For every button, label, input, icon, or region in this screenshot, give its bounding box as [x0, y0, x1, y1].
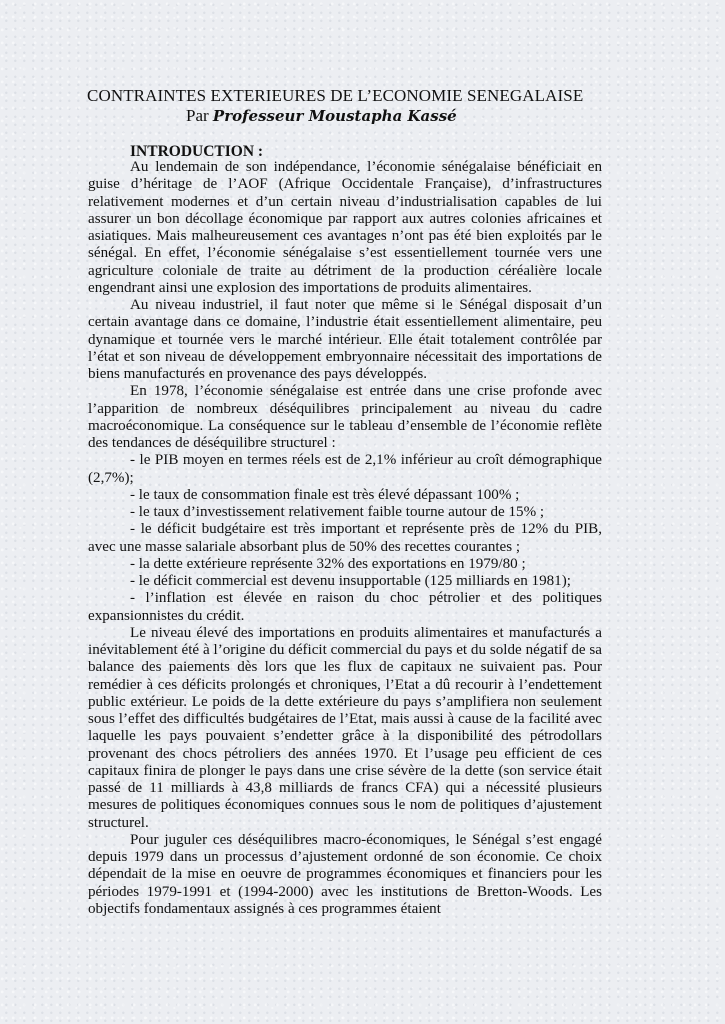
paragraph: Pour juguler ces déséquilibres macro-économiques, le Sénégal s’est engagé depuis 1979 dans un processus d’ajustement ordonné de son économie. Ce choix dépendait de la mise en oeuvre de programmes économiques et financiers pour les périodes 1979-1991 et (1994-2000) avec les institutions de Bretton-Woods. Les objectifs fondamentaux assignés à ces programmes étaient — [88, 831, 602, 917]
author-name: Professeur Moustapha Kassé — [212, 107, 457, 125]
byline-prefix: Par — [186, 106, 213, 125]
section-heading-introduction: INTRODUCTION : — [130, 143, 264, 160]
list-item: - le PIB moyen en termes réels est de 2,1% inférieur au croît démographique (2,7%); — [88, 452, 602, 486]
paragraph: Le niveau élevé des importations en produits alimentaires et manufacturés a inévitablement été à l’origine du déficit commercial du pays et du solde négatif de sa balance des paiements dès lors que les flux de capitaux ne suivaient pas. Pour remédier à ces déficits prolongés et chroniques, l’Etat a dû recourir à l’endettement public extérieur. Le poids de la dette extérieure du pays s’amplifiera non seulement sous l’effet des difficultés budgétaires de l’Etat, mais aussi à cause de la facilité avec laquelle les pays pouvaient s’endetter grâce à la disponibilité des pétrodollars provenant des chocs pétroliers des années 1970. Et l’usage peu efficient de ces capitaux finira de plonger le pays dans une crise sévère de la dette (son service était passé de 11 milliards à 43,8 milliards de francs CFA) qui a nécessité plusieurs mesures de politiques économiques connues sous le nom de politiques d’ajustement structurel. — [88, 624, 602, 831]
paragraph: Au lendemain de son indépendance, l’économie sénégalaise bénéficiait en guise d’héritage de l’AOF (Afrique Occidentale Française), d’infrastructures relativement modernes et d’un certain niveau d’industrialisation capables de lui assurer un bon décollage économique par rapport aux autres colonies africaines et asiatiques. Mais malheureusement ces avantages n’ont pas été bien exploités par le sénégal. En effet, l’économie sénégalaise s’est essentiellement tournée vers une agriculture coloniale de traite au détriment de la production céréalière locale engendrant ainsi une explosion des importations de produits alimentaires. — [88, 159, 602, 296]
list-item: - le taux de consommation finale est très élevé dépassant 100% ; — [130, 486, 520, 503]
paragraph: En 1978, l’économie sénégalaise est entrée dans une crise profonde avec l’apparition de nombreux déséquilibres principalement au niveau du cadre macroéconomique. La conséquence sur le tableau d’ensemble de l’économie reflète des tendances de déséquilibre structurel : — [88, 383, 602, 451]
byline — [186, 106, 457, 126]
list-item: - le taux d’investissement relativement faible tourne autour de 15% ; — [130, 504, 545, 520]
document-body — [88, 159, 602, 918]
list-item: - l’inflation est élevée en raison du choc pétrolier et des politiques expansionnistes du crédit. — [88, 590, 602, 624]
list-item: - le déficit commercial est devenu insupportable (125 milliards en 1981); — [130, 573, 571, 589]
list-item: - le déficit budgétaire est très important et représente près de 12% du PIB, avec une masse salariale absorbant plus de 50% des recettes courantes ; — [88, 521, 602, 555]
list-item: - la dette extérieure représente 32% des exportations en 1979/80 ; — [130, 555, 526, 572]
document-title: CONTRAINTES EXTERIEURES DE L’ECONOMIE SENEGALAISE — [87, 86, 584, 105]
paragraph: Au niveau industriel, il faut noter que même si le Sénégal disposait d’un certain avantage dans ce domaine, l’industrie était essentiellement alimentaire, peu dynamique et tournée vers le marché intérieur. Elle était totalement contrôlée par l’état et son niveau de développement embryonnaire nécessitait des importations de biens manufacturés en provenance des pays développés. — [88, 297, 602, 382]
